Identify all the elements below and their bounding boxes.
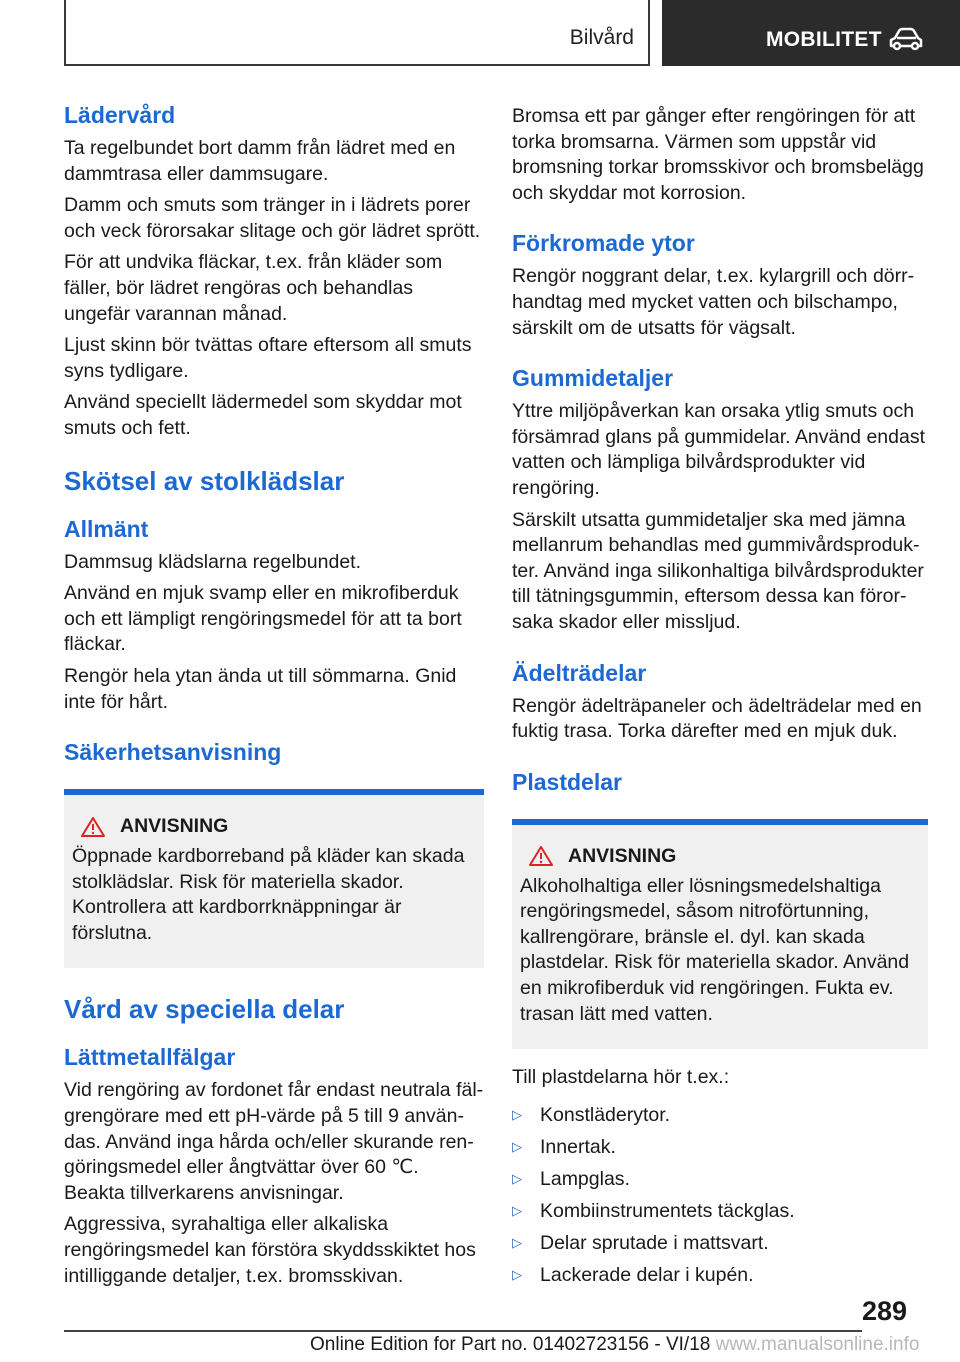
- page-number: 289: [862, 1296, 908, 1326]
- triangle-bullet-icon: ▷: [512, 1202, 522, 1218]
- heading-stolkladslar: Skötsel av stolklädslar: [64, 465, 345, 496]
- heading-ledervard: Lädervård: [64, 102, 176, 128]
- triangle-bullet-icon: ▷: [512, 1138, 522, 1154]
- paragraph: Damm och smuts som tränger in i lädrets porer och veck förorsakar slitage och gör lädret sprött.: [64, 194, 481, 242]
- triangle-bullet-icon: ▷: [512, 1234, 522, 1250]
- heading-allmant: Allmänt: [64, 515, 149, 542]
- paragraph: Rengör ädelträpaneler och ädelträdelar med en fuktig trasa. Torka därefter med en mjuk duk.: [512, 694, 922, 743]
- paragraph: Använd en mjuk svamp eller en mikrofiberduk och ett lämpligt rengöringsmedel för att ta bort fläckar.: [64, 582, 462, 656]
- triangle-bullet-icon: ▷: [512, 1170, 522, 1186]
- paragraph: Rengör noggrant delar, t.ex. kylargrill och dörrhandtag med mycket vatten och bilschampo, särskilt om de utsatts för vägsalt.: [512, 265, 915, 339]
- heading-gummidetaljer: Gummidetaljer: [512, 365, 674, 392]
- warning-title-text: ANVISNING: [120, 815, 229, 838]
- footer-edition: [310, 1334, 919, 1356]
- header-chapter-title: MOBILITET: [766, 28, 882, 51]
- paragraph: Särskilt utsatta gummidetaljer ska med jämna mellanrum behandlas med gummivårdsprodukter. Använd inga silikonhaltiga bilvårdsprodukter till tätningsgummin, eftersom dessa kan förorsaka skador eller missljud.: [512, 508, 924, 633]
- list-item: ▷ Kombiinstrumentets täckglas.: [512, 1195, 928, 1227]
- paragraph: Använd speciellt lädermedel som skyddar mot smuts och fett.: [64, 391, 462, 439]
- list-item: ▷ Konstläderytor.: [512, 1099, 928, 1131]
- footer-divider: [64, 1330, 862, 1332]
- list-item: ▷ Delar sprutade i mattsvart.: [512, 1227, 928, 1259]
- car-icon: [888, 26, 924, 52]
- warning-text: Alkoholhaltiga eller lösningsmedelshaltiga rengöringsmedel, såsom nitroförtunning, kallrengörare, bränsle el. dyl. kan skada plastdelar. Risk för materiella skador. Använd en mikrofiberduk vid rengöringen. Fukta ev. trasan lätt med vatten.: [520, 874, 910, 1025]
- right-column: [512, 100, 928, 1291]
- list-item: ▷ Lampglas.: [512, 1163, 928, 1195]
- paragraph: Aggressiva, syrahaltiga eller alkaliska rengöringsmedel kan förstöra skyddsskiktet hos intilliggande detaljer, t.ex. bromsskivan.: [64, 1213, 476, 1287]
- warning-box: [512, 819, 928, 1050]
- warning-text: Öppnade kardborreband på kläder kan skada stolklädslar. Risk för materiella skador. Kontrollera att kardborrknäppningar är förslutna.: [72, 845, 465, 944]
- paragraph: Vid rengöring av fordonet får endast neutrala fälgrengörare med ett pH-värde på 5 till 9 användas. Använd inga hårda och/eller skurande rengöringsmedel eller ångtvättar över 60 ℃. Beakta tillverkarens anvisningar.: [64, 1079, 484, 1204]
- warning-triangle-icon: [528, 845, 554, 867]
- left-column: [64, 100, 484, 1289]
- warning-title-text: ANVISNING: [568, 844, 677, 867]
- paragraph: Rengör hela ytan ända ut till sömmarna. Gnid inte för hårt.: [64, 664, 457, 713]
- triangle-bullet-icon: ▷: [512, 1106, 522, 1122]
- heading-adeltradelar: Ädelträdelar: [512, 659, 647, 686]
- plastdelar-list: [512, 1099, 928, 1291]
- heading-lattmetallfalgar: Lättmetallfälgar: [64, 1044, 236, 1071]
- heading-vard-speciella: Vård av speciella delar: [64, 994, 345, 1025]
- footer-edition-text: Online Edition for Part no. 01402723156 - VI/18: [310, 1334, 711, 1355]
- warning-triangle-icon: [80, 816, 106, 838]
- list-item: ▷ Innertak.: [512, 1131, 928, 1163]
- paragraph: Dammsug klädslarna regelbundet.: [64, 550, 361, 573]
- paragraph: Ljust skinn bör tvättas oftare eftersom all smuts syns tydligare.: [64, 334, 472, 382]
- warning-title: [528, 845, 920, 868]
- list-item: ▷ Lackerade delar i kupén.: [512, 1259, 928, 1291]
- heading-forkromade: Förkromade ytor: [512, 230, 695, 257]
- warning-title: [80, 815, 476, 838]
- footer-watermark[interactable]: www.manualsonline.info: [715, 1334, 920, 1355]
- heading-sakerhetsanvisning: Säkerhetsanvisning: [64, 739, 282, 766]
- header-chapter-tab: [662, 0, 960, 66]
- list-intro: Till plastdelarna hör t.ex.:: [512, 1066, 730, 1089]
- paragraph: För att undvika fläckar, t.ex. från kläder som fäller, bör lädret rengöras och behandlas ungefär varannan månad.: [64, 251, 443, 325]
- header-section-box: [64, 0, 650, 66]
- paragraph: Yttre miljöpåverkan kan orsaka ytlig smuts och försämrad glans på gummidelar. Använd endast vatten och lämpliga bilvårdsprodukter vid rengöring.: [512, 400, 925, 499]
- heading-plastdelar: Plastdelar: [512, 768, 622, 795]
- warning-box: [64, 789, 484, 968]
- triangle-bullet-icon: ▷: [512, 1266, 522, 1282]
- paragraph: Ta regelbundet bort damm från lädret med en dammtrasa eller dammsugare.: [64, 137, 456, 185]
- header-section-title: Bilvård: [569, 26, 634, 49]
- paragraph: Bromsa ett par gånger efter rengöringen för att torka bromsarna. Värmen som uppstår vid bromsning torkar bromsskivor och bromsbelägg och skyddar mot korrosion.: [512, 105, 924, 204]
